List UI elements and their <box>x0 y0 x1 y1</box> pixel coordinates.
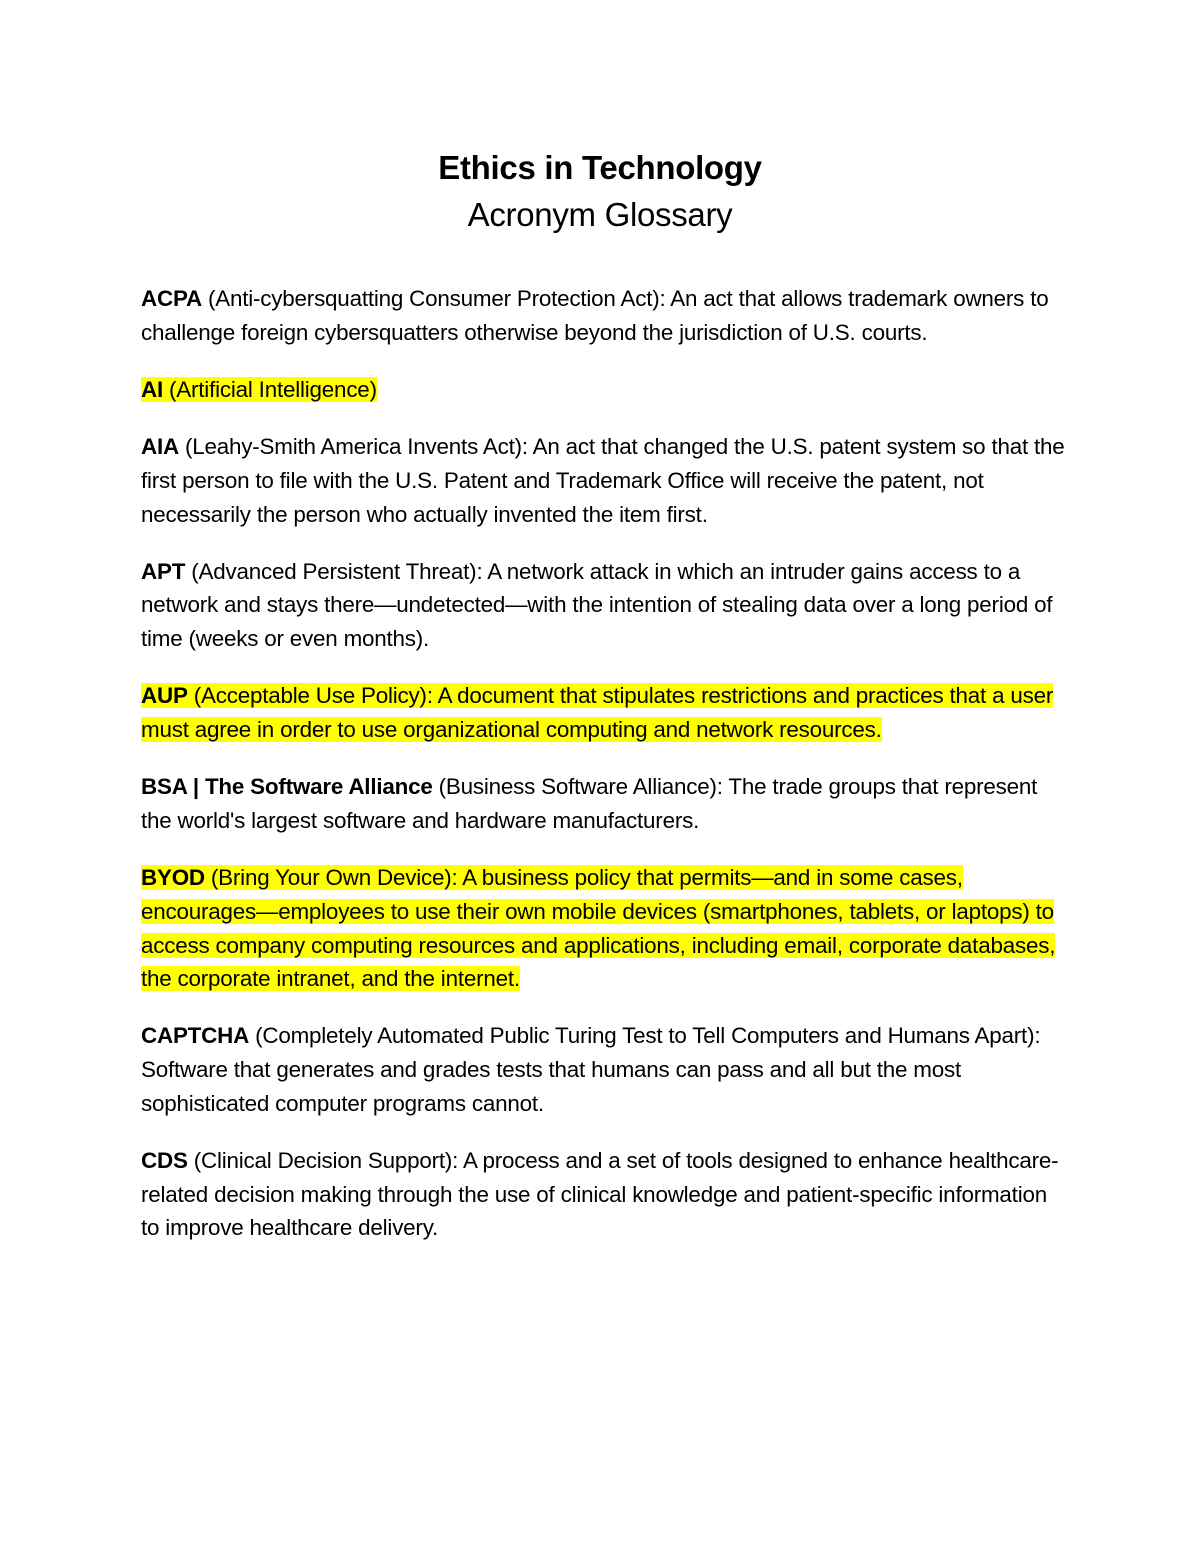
entry-definition: : An act that allows trademark owners to challenge foreign cybersquatters otherwise beyond the jurisdiction of U.S. courts. <box>141 286 1049 345</box>
document-subtitle: Acronym Glossary <box>467 196 733 233</box>
glossary-entry-aup <box>141 679 1071 746</box>
entry-expansion: (Artificial Intelligence) <box>169 376 377 402</box>
entry-acronym: AI <box>141 376 163 402</box>
glossary-entries <box>141 282 1071 1269</box>
entry-expansion: (Clinical Decision Support) <box>193 1148 453 1174</box>
entry-text <box>141 774 1037 833</box>
entry-text <box>141 434 1065 526</box>
entry-acronym: BSA | The Software Alliance <box>141 774 433 800</box>
entry-expansion: (Anti-cybersquatting Consumer Protection Act) <box>208 286 660 311</box>
entry-expansion: (Advanced Persistent Threat) <box>191 558 477 584</box>
entry-acronym: CAPTCHA <box>141 1023 250 1049</box>
entry-expansion: (Business Software Alliance) <box>438 774 717 800</box>
entry-definition: : A business policy that permits—and in some cases, encourages—employees to use their own mobile devices (smartphones, tablets, or laptops) to access company computing resources and applications, including email, corporate databases, the corporate intranet, and the internet. <box>141 865 1056 992</box>
entry-definition: : An act that changed the U.S. patent system so that the first person to file with the U.S. Patent and Trademark Office will receive the patent, not necessarily the person who actually invented the item first. <box>141 434 1065 527</box>
entry-acronym: AIA <box>141 434 179 460</box>
entry-definition: : The trade groups that represent the world's largest software and hardware manufacturers. <box>141 774 1038 833</box>
entry-expansion: (Leahy-Smith America Invents Act) <box>185 434 522 460</box>
entry-definition: : Software that generates and grades tests that humans can pass and all but the most sophisticated computer programs cannot. <box>141 1023 1041 1116</box>
entry-acronym: CDS <box>141 1148 188 1174</box>
entry-highlight <box>141 377 377 402</box>
glossary-entry-byod <box>141 861 1071 996</box>
entry-text <box>141 1148 1058 1240</box>
entry-text <box>141 559 1052 651</box>
glossary-entry-captcha <box>141 1019 1071 1120</box>
glossary-entry-apt <box>141 555 1071 656</box>
entry-text <box>141 1023 1040 1115</box>
entry-highlight <box>141 683 1053 742</box>
title-block <box>0 146 1200 240</box>
entry-highlight <box>141 865 1055 991</box>
glossary-entry-acpa <box>141 282 1071 349</box>
entry-text <box>141 286 1048 345</box>
document-title: Ethics in Technology <box>438 149 762 186</box>
glossary-entry-cds <box>141 1144 1071 1245</box>
entry-expansion: (Acceptable Use Policy) <box>193 683 427 709</box>
glossary-entry-bsa <box>141 770 1071 837</box>
entry-expansion: (Bring Your Own Device) <box>210 865 452 891</box>
glossary-entry-aia <box>141 430 1071 531</box>
entry-definition: : A document that stipulates restrictions and practices that a user must agree in order to use organizational computing and network resources. <box>141 683 1054 743</box>
entry-acronym: ACPA <box>141 286 202 311</box>
entry-definition: : A process and a set of tools designed to enhance healthcare-related decision making through the use of clinical knowledge and patient-specific information to improve healthcare delivery. <box>141 1148 1059 1241</box>
entry-definition: : A network attack in which an intruder gains access to a network and stays there—undetected—with the intention of stealing data over a long period of time (weeks or even months). <box>141 558 1053 652</box>
glossary-entry-ai <box>141 373 1071 407</box>
entry-acronym: AUP <box>141 683 188 709</box>
entry-acronym: APT <box>141 558 186 584</box>
entry-expansion: (Completely Automated Public Turing Test to Tell Computers and Humans Apart) <box>255 1023 1035 1049</box>
entry-acronym: BYOD <box>141 865 205 891</box>
